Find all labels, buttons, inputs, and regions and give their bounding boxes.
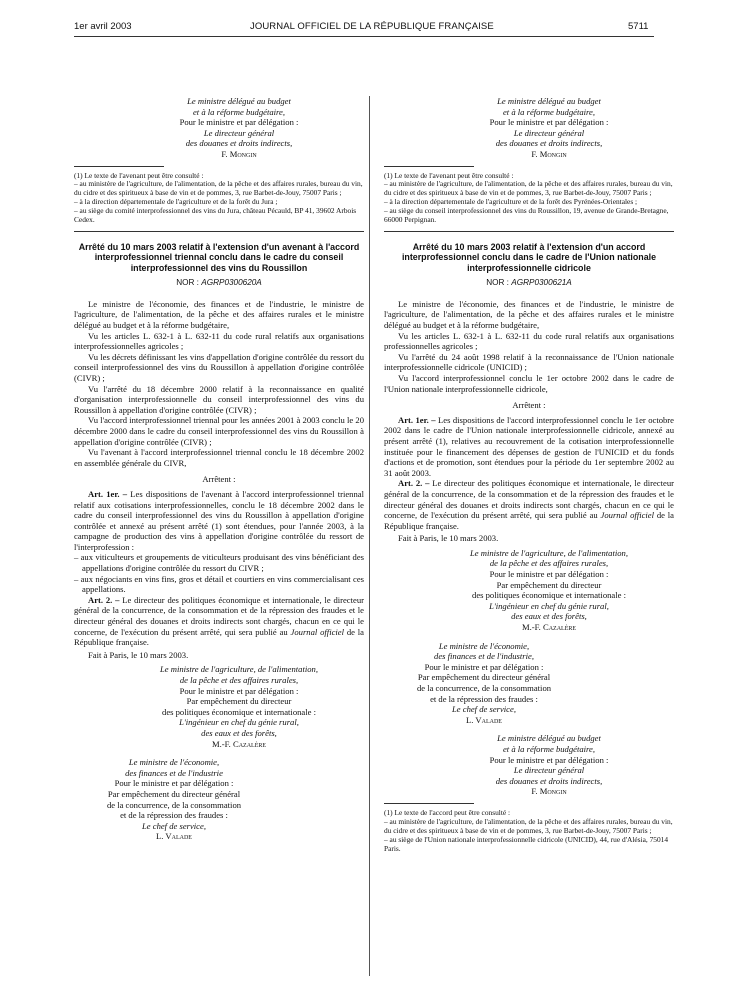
signature-line: des douanes et droits indirects, [185, 138, 293, 149]
signature-line: de la concurrence, de la consommation [416, 683, 552, 693]
nor-code: AGRP0300621A [511, 278, 572, 288]
signature-line: des politiques économique et internationale : [162, 706, 316, 717]
list-item: – aux viticulteurs et groupements de viticulteurs produisant des vins bénéficiant des appellations d'origine contrôlée du ressort du CIVR ; [74, 552, 364, 574]
paragraph: Vu l'avenant à l'accord interprofessionnel triennal conclu le 18 décembre 2002 en assemblée générale du CIVR, [74, 447, 364, 468]
signature-line: Le chef de service, [452, 704, 516, 715]
nor-label: NOR : [486, 278, 509, 288]
decree-title: Arrêté du 10 mars 2003 relatif à l'extension d'un accord interprofessionnel conclu dans le cadre de l'Union nationale interprofessionnelle cidricole [401, 242, 657, 273]
signature-block [114, 664, 364, 749]
footnote-rule [384, 166, 474, 167]
arretent-heading: Arrêtent : [512, 400, 546, 411]
footnote [74, 172, 364, 225]
header-rule [74, 36, 654, 37]
signature-line: des eaux et des forêts, [511, 611, 587, 622]
paragraph: Vu les articles L. 632-1 à L. 632-11 du code rural relatifs aux organisations interprofessionnelles agricoles ; [74, 330, 364, 352]
footnote [384, 809, 674, 854]
journal-reference: Journal officiel [600, 510, 654, 521]
article-text-end: de la République française. [384, 510, 674, 531]
signature-name: M.-F. Cazalère [211, 738, 267, 749]
article-text: Le directeur des politiques économique et internationale, le directeur général de la concurrence, de la consommation et de la répression des fraudes et le directeur général des douanes et droits indirects sont chargés, chacun en ce qui le concerne, de l'exécution du présent arrêté, qui sera publié au [74, 594, 364, 637]
footnote [384, 172, 674, 225]
signature-name: L. Valade [156, 831, 192, 842]
article-text: Les dispositions de l'avenant à l'accord interprofessionnel triennal relatif aux cotisations interprofessionnelles, conclu le 18 décembre 2002 dans le cadre du conseil interprofessionnel des vins du Roussillon à appellation d'origine contrôlée et annexé au présent arrêté (1) sont étendues, pour l'année 2003, à la campagne de production des vins à appellation d'origine contrôlée du ressort de l'interprofession : [74, 488, 364, 552]
signature-name: F. Mongin [531, 786, 567, 797]
signature-line: de la pêche et des affaires rurales, [489, 558, 609, 569]
signature-line: et à la réforme budgétaire, [502, 106, 596, 117]
signature-line: et à la réforme budgétaire, [502, 743, 596, 754]
footnote-line: – au ministère de l'agriculture, de l'alimentation, de la pêche et des affaires rurales, bureau du vin, du cidre et des spiritueux à base de vin et de pommes, 3, rue Barbet-de-Jouy, 75007 Paris ; [384, 816, 673, 835]
signature-line: Le ministre délégué au budget [187, 96, 291, 106]
signature-block [424, 733, 674, 797]
article-label: Art. 2. – [398, 478, 430, 489]
footnote-line: – au siège du conseil interprofessionnel des vins du Roussillon, 19, avenue de Grande-Bretagne, 66000 Perpignan. [384, 206, 669, 225]
date-place: Fait à Paris, le 10 mars 2003. [398, 533, 499, 544]
paragraph: Vu l'arrêté du 24 août 1998 relatif à la reconnaissance de l'Union nationale interprofessionnelle cidricole (UNICID) ; [384, 351, 674, 373]
footnote-rule [74, 166, 164, 167]
signature-block [114, 96, 364, 160]
paragraph: Le ministre de l'économie, des finances et de l'industrie, le ministre de l'agriculture, de l'alimentation, de la pêche et des affaires rurales et le ministre délégué au budget et à la réforme budgétaire, [384, 298, 674, 330]
signature-line: des finances et de l'industrie [125, 767, 223, 778]
signature-block [384, 641, 584, 726]
article-2 [74, 595, 364, 648]
signature-line: Le ministre délégué au budget [497, 733, 601, 744]
signature-line: L'ingénieur en chef du génie rural, [179, 717, 299, 728]
signature-line: Par empêchement du directeur [496, 579, 602, 590]
header-page-number: 5711 [628, 21, 649, 32]
signature-block [424, 548, 674, 633]
paragraph: Vu les décrets définissant les vins d'appellation d'origine contrôlée du ressort du conseil interprofessionnel des vins du Roussillon à appellation d'origine contrôlée (CIVR) ; [74, 351, 364, 383]
signature-line: L'ingénieur en chef du génie rural, [489, 600, 609, 611]
signature-line: des finances et de l'industrie, [434, 651, 534, 662]
signature-line: Par empêchement du directeur général [107, 788, 241, 799]
signature-line: Pour le ministre et par délégation : [179, 117, 299, 128]
footnote-line: – au ministère de l'agriculture, de l'alimentation, de la pêche et des affaires rurales, bureau du vin, du cidre et des spiritueux à base de vin et de pommes, 3, rue Barbet-de-Jouy, 75007 Paris ; [74, 179, 363, 198]
footnote-line: – au ministère de l'agriculture, de l'alimentation, de la pêche et des affaires rurales, bureau du vin, du cidre et des spiritueux à base de vin et de pommes, 3, rue Barbet-de-Jouy, 75007 Paris ; [384, 179, 673, 198]
nor-label: NOR : [176, 278, 199, 288]
signature-name: F. Mongin [531, 148, 567, 159]
signature-line: Le directeur général [513, 127, 585, 138]
signature-line: de la concurrence, de la consommation [106, 799, 242, 810]
nor-reference [384, 278, 674, 289]
footnote-line: (1) Le texte de l'avenant peut être consulté : [384, 170, 514, 180]
signature-line: des douanes et droits indirects, [495, 138, 603, 149]
article-text-end: de la République française. [74, 626, 364, 648]
paragraph: Vu les articles L. 632-1 à L. 632-11 du code rural relatifs aux organisations professionnelles agricoles ; [384, 330, 674, 352]
signature-line: Pour le ministre et par délégation : [179, 685, 299, 696]
article-1 [74, 489, 364, 553]
signature-block [424, 96, 674, 160]
nor-reference [74, 278, 364, 289]
signature-block [74, 757, 274, 842]
signature-name: M.-F. Cazalère [521, 622, 577, 633]
decree-title: Arrêté du 10 mars 2003 relatif à l'extension d'un avenant à l'accord interprofessionnel triennal conclu dans le cadre du conseil interprofessionnel des vins du Roussillon [78, 242, 360, 273]
right-column [384, 96, 674, 853]
signature-line: de la pêche et des affaires rurales, [179, 675, 299, 685]
article-label: Art. 1er. – [398, 414, 436, 425]
article-1 [384, 415, 674, 479]
article-text: Les dispositions de l'accord interprofessionnel conclu le 1er octobre 2002 dans le cadre de l'Union nationale interprofessionnelle cidricole, annexé au présent arrêté (1), relatives au recouvrement de la cotisation interprofessionnelle instituée pour le financement des dépenses de gestion de l'UNICID et du fonds d'actions et de promotion, sont étendues pour la période du 1er septembre 2002 au 31 août 2003. [384, 414, 674, 478]
journal-reference: Journal officiel [290, 626, 344, 637]
date-place: Fait à Paris, le 10 mars 2003. [88, 649, 189, 660]
signature-name: L. Valade [466, 714, 502, 725]
signature-line: Par empêchement du directeur [186, 696, 292, 707]
signature-line: Le chef de service, [142, 820, 206, 831]
header-date: 1er avril 2003 [74, 21, 132, 32]
signature-line: Le ministre de l'économie, [128, 757, 220, 768]
nor-code: AGRP0300620A [201, 278, 262, 288]
signature-line: Le ministre de l'agriculture, de l'alimentation, [160, 664, 318, 675]
paragraph: Vu l'accord interprofessionnel conclu le 1er octobre 2002 dans le cadre de l'Union nationale interprofessionnelle cidricole, [384, 372, 674, 394]
section-rule [74, 231, 364, 232]
signature-line: Pour le ministre et par délégation : [114, 778, 234, 789]
list-item: – aux négociants en vins fins, gros et détail et courtiers en vins commercialisant ces appellations. [74, 573, 364, 595]
header-journal-title: JOURNAL OFFICIEL DE LA RÉPUBLIQUE FRANÇAISE [250, 21, 494, 32]
section-rule [384, 231, 674, 232]
footnote-line: – à la direction départementale de l'agriculture et de la forêt des Pyrénées-Orientales ; [384, 197, 638, 207]
paragraph: Vu l'accord interprofessionnel triennal pour les années 2001 à 2003 conclu le 20 décembre 2000 dans le cadre du conseil interprofessionnel des vins du Roussillon à appellation d'origine contrôlée (CIVR) ; [74, 415, 364, 447]
footnote-line: (1) Le texte de l'accord peut être consulté : [384, 807, 511, 817]
article-label: Art. 2. – [88, 594, 120, 605]
footnote-line: (1) Le texte de l'avenant peut être consulté : [74, 170, 204, 180]
signature-line: des politiques économique et internationale : [472, 590, 626, 601]
footnote-rule [384, 803, 474, 804]
signature-line: Pour le ministre et par délégation : [489, 569, 609, 580]
signature-line: et de la répression des fraudes : [430, 693, 538, 704]
bullet-list [74, 552, 364, 594]
signature-line: Le ministre délégué au budget [497, 96, 601, 106]
article-label: Art. 1er. – [88, 488, 128, 499]
page-header [0, 21, 748, 35]
footnote-line: – au siège du comité interprofessionnel des vins du Jura, château Pécauld, BP 41, 39602 Arbois Cedex. [74, 206, 357, 225]
signature-line: Par empêchement du directeur général [417, 672, 551, 683]
signature-line: Le directeur général [203, 127, 275, 138]
footnote-line: – au siège de l'Union nationale interprofessionnelle cidricole (UNICID), 44, rue d'Alésia, 75014 Paris. [384, 834, 669, 853]
paragraph: Vu l'arrêté du 18 décembre 2000 relatif à la reconnaissance en qualité d'organisation interprofessionnelle du conseil interprofessionnel des vins du Roussillon à appellation d'origine contrôlée (CIVR) ; [74, 383, 364, 415]
signature-name: F. Mongin [221, 148, 257, 159]
arretent-heading: Arrêtent : [202, 474, 236, 485]
signature-line: des eaux et des forêts, [201, 727, 277, 738]
signature-line: Pour le ministre et par délégation : [489, 754, 609, 765]
paragraph: Le ministre de l'économie, des finances et de l'industrie, le ministre de l'agriculture, de l'alimentation, de la pêche et des affaires rurales et le ministre délégué au budget et à la réforme budgétaire, [74, 298, 364, 330]
article-text: Le directeur des politiques économique et internationale, le directeur général de la concurrence, de la consommation et de la répression des fraudes et le directeur général des douanes et droits indirects sont chargés, chacun en ce qui le concerne, de l'exécution du présent arrêté, qui sera publié au [384, 478, 674, 521]
left-column [74, 96, 364, 842]
signature-line: Le directeur général [513, 765, 585, 776]
signature-line: Pour le ministre et par délégation : [424, 661, 544, 672]
column-divider [369, 96, 370, 976]
signature-line: et de la répression des fraudes : [120, 810, 228, 821]
signature-line: Pour le ministre et par délégation : [489, 117, 609, 128]
footnote-line: – à la direction départementale de l'agriculture et de la forêt du Jura ; [74, 197, 278, 207]
signature-line: et à la réforme budgétaire, [192, 106, 286, 117]
signature-line: Le ministre de l'agriculture, de l'alimentation, [470, 547, 628, 558]
article-2 [384, 478, 674, 531]
signature-line: des douanes et droits indirects, [495, 775, 603, 786]
signature-line: Le ministre de l'économie, [438, 640, 530, 651]
